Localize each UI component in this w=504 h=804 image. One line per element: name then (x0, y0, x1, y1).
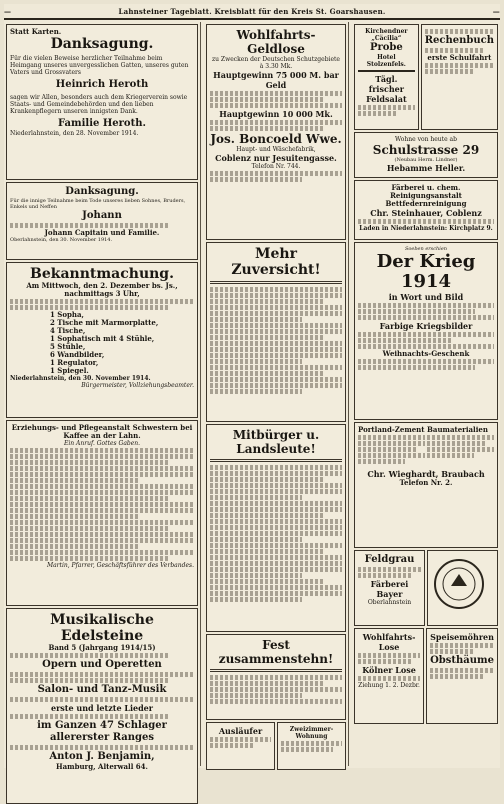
ad-karten (6, 24, 198, 180)
filler (425, 29, 494, 34)
filler (210, 323, 342, 328)
list-item: 1 Regulator, (50, 358, 99, 367)
karten-title: Danksagung. (50, 36, 154, 52)
filler (10, 490, 194, 495)
bekannt-list (10, 311, 194, 375)
krieg-geschenk: Weihnachts-Geschenk (382, 349, 470, 358)
middle-column (204, 22, 349, 766)
dank2-place: Oberlahnstein, den 30. November 1914. (10, 237, 113, 243)
wohnung-title: Zweizimmer-Wohnung (289, 726, 334, 740)
feldgrau-t1: Feldgrau (364, 554, 415, 565)
krieg-bilder: Farbige Kriegsbilder (379, 321, 473, 331)
lose-row (354, 628, 498, 724)
erz-sub: Ein Anruf. Gottes Gaben. (63, 440, 141, 447)
filler (425, 48, 485, 53)
right-column (352, 22, 500, 766)
filler (210, 743, 253, 748)
filler (210, 555, 342, 560)
wohlfahrt-hg2: Hauptgewinn 10 000 Mk. (219, 109, 333, 119)
filler (210, 365, 342, 370)
filler (210, 687, 342, 692)
feldgrau-row (354, 550, 498, 626)
filler (210, 465, 342, 470)
bekannt-title: Bekanntmachung. (30, 266, 174, 282)
filler (358, 573, 412, 578)
filler (427, 453, 474, 458)
bekannt-sub: Am Mittwoch, den 2. Dezember bs. Js., nachmittags 3 Uhr, (26, 281, 178, 298)
masthead-title: Lahnsteiner Tageblatt. Kreisblatt für den Kreis St. Goarshausen. (118, 6, 386, 16)
filler (210, 471, 342, 476)
wohlfahrt-sub: zu Zwecken der Deutschen Schutzgebiete à 3.30 Mk. (212, 56, 340, 70)
filler (210, 359, 302, 364)
ad-krieg-1914 (354, 242, 498, 420)
filler (10, 472, 194, 477)
portland-t4: Telefon Nr. 2. (399, 478, 453, 487)
filler (10, 538, 194, 543)
filler (210, 477, 324, 482)
karten-body: Für die vielen Beweise herzlicher Teilnahme beim Heimgang unseres unvergesslichen Gatten, unseres guten Vaters und Grossvaters (10, 55, 189, 76)
ad-auslaeufer (206, 722, 275, 770)
filler (210, 91, 342, 96)
faerberei-t1: Färberei u. chem. Reinigungsanstalt (390, 183, 462, 200)
filler (281, 747, 333, 752)
filler (210, 287, 342, 292)
filler (358, 459, 405, 464)
faerberei-t2: Bettfedernreinigung (385, 199, 467, 208)
filler (210, 97, 324, 102)
filler (358, 567, 421, 572)
dank2-family: Johann Capitain und Familie. (44, 228, 160, 237)
fest-title: Fest zusammenstehn! (218, 638, 334, 666)
kirchen-t6: erste Schulfahrt (427, 53, 492, 62)
wohlfahrt-city: Coblenz nur Jesuitengasse. (215, 153, 337, 163)
list-item: 1 Spiegel. (50, 366, 89, 375)
filler (10, 502, 194, 507)
ad-kirchenchor (354, 24, 419, 130)
filler (210, 519, 342, 524)
filler (358, 653, 420, 658)
filler (210, 543, 342, 548)
filler (358, 344, 494, 349)
filler (210, 293, 342, 298)
filler (210, 389, 302, 394)
musik-vol: Band 5 (Jahrgang 1914/15) (48, 643, 156, 652)
ausl-row (206, 722, 346, 770)
ad-lose (354, 628, 424, 724)
filler (358, 441, 425, 446)
filler (358, 359, 494, 364)
dank2-body: Für die innige Teilnahme beim Tode unseres lieben Sohnes, Bruders, Enkels und Neffen (10, 198, 186, 210)
filler (427, 441, 485, 446)
filler (210, 531, 342, 536)
ad-faerberei (354, 180, 498, 240)
filler (10, 714, 168, 719)
filler (10, 520, 194, 525)
ad-rechenbuch (421, 24, 498, 130)
ad-wohlfahrt (206, 24, 346, 240)
filler (210, 699, 342, 704)
filler (430, 668, 494, 673)
filler (425, 63, 494, 68)
musik-item-1: Opern und Operetten (42, 659, 162, 670)
filler (210, 126, 324, 131)
filler (10, 478, 139, 483)
filler (10, 514, 139, 519)
filler (10, 653, 168, 658)
filler (210, 177, 302, 182)
filler (358, 676, 420, 681)
ad-musik (6, 608, 198, 804)
filler (10, 697, 194, 702)
wohne-t2: Schulstrasse 29 (372, 143, 480, 157)
filler (10, 299, 194, 304)
wohne-t3: (Neubau Herm. Lindner) (394, 157, 458, 163)
feldgrau-t3: Oberlahnstein (367, 599, 412, 606)
krieg-sub: in Wort und Bild (388, 292, 464, 302)
article-mitbuerger (206, 424, 346, 632)
dank2-name: Johann (82, 210, 122, 221)
filler (358, 332, 494, 337)
speise-t2: Obsthäume (430, 655, 494, 666)
filler (210, 561, 342, 566)
list-item: 1 Sophatisch mit 4 Stühle, (50, 334, 155, 343)
filler (10, 550, 194, 555)
ad-erziehung (6, 420, 198, 606)
filler (10, 526, 168, 531)
kirchen-t3: Hotel Stolzenfels. (366, 54, 406, 68)
filler (210, 489, 342, 494)
ad-portland (354, 422, 498, 548)
filler (358, 309, 475, 314)
divider (210, 669, 342, 672)
lose-t3: Ziehung 1. 2. Dezbr. (358, 682, 420, 689)
filler (210, 103, 342, 108)
portland-t1: Portland-Zement (358, 425, 425, 434)
musik-city: Hamburg, Alterwall 64. (56, 762, 148, 771)
filler (427, 435, 494, 440)
filler (210, 341, 342, 346)
filler (10, 508, 194, 513)
filler (10, 678, 168, 683)
kirchen-t1: Kirchendner „Cäcilia“ (365, 28, 408, 42)
filler (10, 460, 168, 465)
left-column (4, 22, 201, 771)
wohne-t1: Wohne von heute ab (395, 136, 457, 143)
bekannt-place: Niederlahnstein, den 30. November 1914. (10, 375, 151, 382)
lose-t1: Wohlfahrts-Lose (362, 632, 416, 652)
wohne-t4: Hebamme Heller. (386, 163, 466, 173)
filler (10, 484, 194, 489)
karten-family: Familie Heroth. (58, 118, 146, 129)
krieg-kicker: Soeben erschien (404, 246, 448, 252)
filler (10, 466, 194, 471)
filler (358, 659, 411, 664)
filler (210, 495, 302, 500)
filler (210, 681, 324, 686)
kirchen-t2: Probe (369, 42, 403, 53)
filler (10, 544, 139, 549)
filler (430, 674, 485, 679)
filler (210, 371, 324, 376)
musik-publisher: Anton J. Benjamin, (49, 751, 155, 762)
filler (210, 675, 342, 680)
wohlfahrt-title: Wohlfahrts-Geldlose (236, 28, 316, 56)
filler (358, 303, 494, 308)
filler (210, 299, 324, 304)
mitbuerger-title: Mitbürger u. Landsleute! (232, 428, 320, 456)
wohlfahrt-tel: Telefon Nr. 744. (251, 163, 301, 170)
masthead-right: — (492, 6, 500, 16)
filler (210, 579, 324, 584)
filler (427, 447, 494, 452)
filler (10, 745, 194, 750)
musik-item-3: erste und letzte Lieder (51, 703, 153, 713)
filler (358, 453, 425, 458)
portland-t3: Chr. Wieghardt, Braubach (367, 469, 485, 479)
masthead-left: — (4, 6, 12, 16)
filler (210, 737, 271, 742)
portland-t2: Baumaterialien (427, 425, 488, 434)
filler (210, 525, 342, 530)
kirchen-row (354, 24, 498, 130)
divider (210, 281, 342, 284)
faerberei-t4: Laden in Niederlahnstein: Kirchplatz 9. (359, 225, 493, 232)
filler (210, 549, 324, 554)
filler (10, 305, 168, 310)
filler (10, 496, 168, 501)
filler (210, 305, 342, 310)
karten-place: Niederlahnstein, den 28. November 1914. (10, 130, 139, 137)
karten-kicker: Statt Karten. (10, 27, 62, 36)
seal-icon (431, 556, 487, 612)
speise-t1: Speisemöhren (430, 632, 494, 642)
karten-body2: sagen wir Allen, besonders auch dem Kriegerverein sowie Staats- und Gemeindebehörden und den lieben Krankenpflegern unseren innigsten Dank. (10, 94, 188, 115)
karten-name: Heinrich Heroth (55, 79, 149, 90)
filler (210, 585, 342, 590)
feldgrau-t2: Färberei Bayer (370, 579, 409, 599)
filler (210, 693, 302, 698)
filler (10, 454, 194, 459)
lose-t2: Kölner Lose (362, 665, 416, 675)
article-fest (206, 634, 346, 720)
filler (210, 353, 342, 358)
kirchen-t5: Rechenbuch (424, 35, 494, 46)
list-item: 6 Wandbilder, (50, 350, 105, 359)
filler (210, 383, 342, 388)
filler (358, 447, 416, 452)
divider (210, 459, 342, 462)
zuversicht-title: Mehr Zuversicht! (231, 246, 321, 278)
filler (210, 347, 342, 352)
filler (358, 435, 425, 440)
filler (210, 507, 342, 512)
list-item: 4 Tische, (50, 326, 86, 335)
ad-feldgrau (354, 550, 425, 626)
newspaper-page (4, 4, 500, 771)
filler (430, 649, 475, 654)
filler (210, 317, 302, 322)
filler (210, 537, 302, 542)
musik-title: Musikalische Edelsteine (50, 612, 154, 644)
filler (358, 111, 398, 116)
musik-item-2: Salon- und Tanz-Musik (37, 684, 167, 695)
musik-item-4: im Ganzen 47 Schlager allererster Ranges (37, 720, 167, 743)
list-item: 1 Sopha, (50, 310, 84, 319)
dank2-title: Danksagung. (65, 186, 139, 197)
wohlfahrt-seller: Jos. Boncoeld Wwe. (210, 132, 342, 146)
filler (10, 223, 168, 228)
filler (210, 501, 342, 506)
erz-title: Erziehungs- und Pflegeanstalt Schwestern bei Kaffee an der Lahn. (11, 423, 193, 440)
filler (210, 335, 324, 340)
filler (358, 315, 494, 320)
filler (10, 532, 194, 537)
krieg-title: Der Krieg 1914 (376, 251, 476, 292)
filler (210, 513, 324, 518)
filler (10, 556, 168, 561)
filler (210, 597, 302, 602)
filler (358, 219, 494, 224)
filler (210, 329, 342, 334)
kirchen-t4: Tägl. frischer Feldsalat (366, 74, 407, 104)
filler (358, 365, 475, 370)
ausl-title: Ausläufer (218, 726, 263, 736)
ad-bekanntmachung (6, 262, 198, 418)
ad-danksagung2 (6, 182, 198, 260)
filler (210, 591, 342, 596)
filler (281, 741, 342, 746)
filler (210, 311, 342, 316)
filler (210, 171, 342, 176)
list-item: 5 Stühle, (50, 342, 86, 351)
faerberei-t3: Chr. Steinhauer, Coblenz (370, 208, 482, 218)
filler (210, 120, 342, 125)
ad-wohnung (277, 722, 346, 770)
filler (210, 567, 342, 572)
ad-seal (427, 550, 498, 626)
filler (210, 377, 342, 382)
wohlfahrt-seller2: Haupt- und Wäschefabrik, (236, 146, 316, 153)
divider (358, 70, 415, 72)
portland-row (358, 426, 494, 465)
list-item: 2 Tische mit Marmorplatte, (50, 318, 159, 327)
filler (210, 573, 302, 578)
filler (210, 483, 342, 488)
erz-sign: Martin, Pfarrer, Geschäftsführer des Verbandes. (46, 562, 194, 569)
ad-hebamme (354, 132, 498, 178)
article-zuversicht (206, 242, 346, 422)
masthead (4, 4, 500, 20)
filler (10, 448, 194, 453)
filler (425, 69, 474, 74)
ad-speise (426, 628, 498, 724)
filler (430, 643, 494, 648)
wohlfahrt-hg1: Hauptgewinn 75 000 M. bar Geld (213, 70, 339, 90)
filler (10, 672, 194, 677)
filler (358, 338, 453, 343)
filler (358, 105, 415, 110)
bekannt-sign: Bürgermeister, Vollziehungsbeamter. (81, 382, 194, 389)
